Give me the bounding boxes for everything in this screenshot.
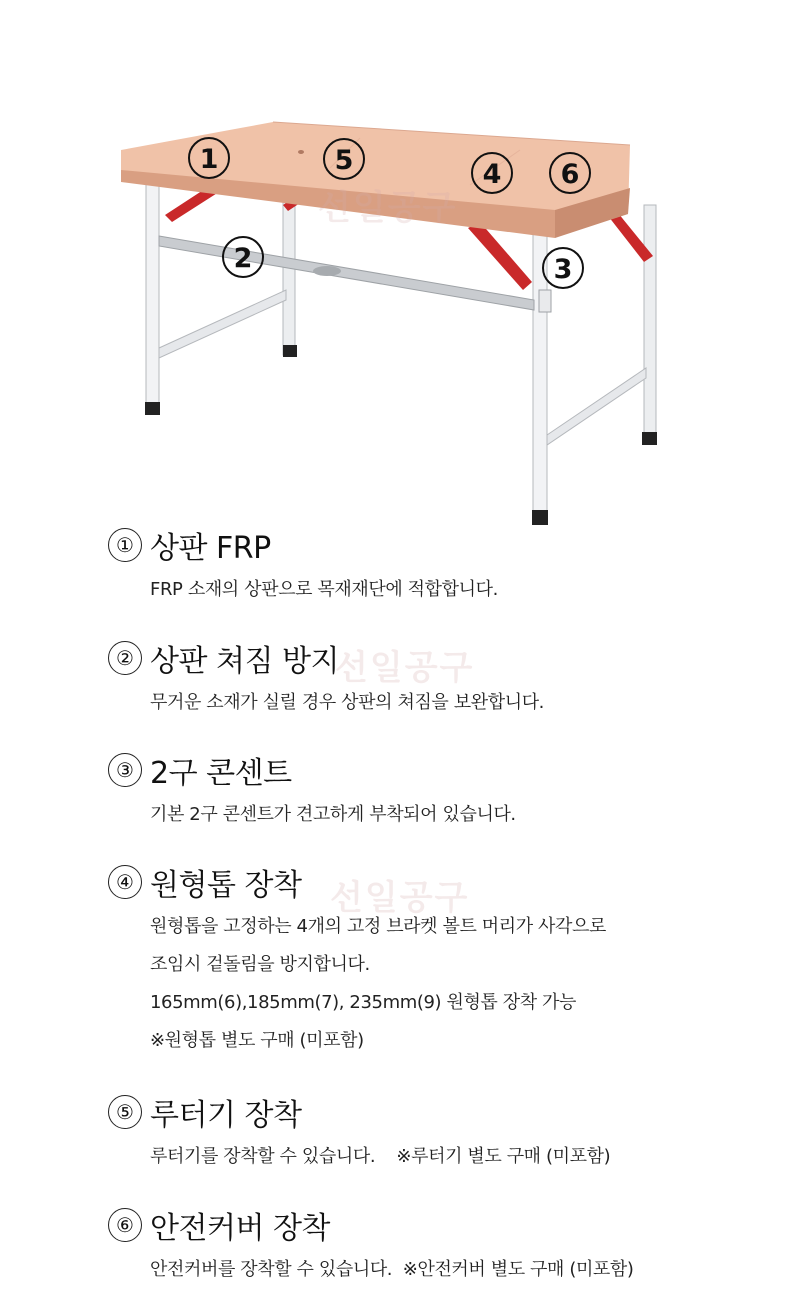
feature-description: 기본 2구 콘센트가 견고하게 부착되어 있습니다. xyxy=(150,804,516,825)
feature-number: ④ xyxy=(108,865,142,899)
feature-description: 무거운 소재가 실릴 경우 상판의 쳐짐을 보완합니다. xyxy=(150,692,544,713)
svg-text:5: 5 xyxy=(334,145,354,176)
feature-router xyxy=(108,1092,768,1176)
feature-circular-saw xyxy=(108,862,768,1060)
feature-title: 상판 쳐짐 방지 xyxy=(150,644,339,679)
svg-text:4: 4 xyxy=(482,159,502,190)
feature-number: ⑥ xyxy=(108,1208,142,1242)
feature-title: 상판 FRP xyxy=(150,531,271,566)
svg-text:2: 2 xyxy=(233,243,253,274)
feature-frp-top xyxy=(108,525,768,609)
feature-number: ③ xyxy=(108,753,142,787)
feature-title: 루터기 장착 xyxy=(150,1098,302,1133)
feature-sag-prevention xyxy=(108,638,768,722)
feature-description: 조임시 겉돌림을 방지합니다. xyxy=(150,954,370,975)
feature-number: ② xyxy=(108,641,142,675)
watermark-logo: 선일공구 xyxy=(330,878,470,918)
feature-title: 안전커버 장착 xyxy=(150,1211,330,1246)
feature-description: FRP 소재의 상판으로 목재재단에 적합합니다. xyxy=(150,579,498,600)
feature-title: 원형톱 장착 xyxy=(150,868,302,903)
svg-text:3: 3 xyxy=(553,254,573,285)
feature-description: ※원형톱 별도 구매 (미포함) xyxy=(150,1030,364,1051)
feature-outlet xyxy=(108,750,768,834)
feature-title: 2구 콘센트 xyxy=(150,756,292,791)
feature-number: ⑤ xyxy=(108,1095,142,1129)
feature-description: 165mm(6),185mm(7), 235mm(9) 원형톱 장착 가능 xyxy=(150,992,577,1013)
feature-description: 원형톱을 고정하는 4개의 고정 브라켓 볼트 머리가 사각으로 xyxy=(150,916,607,937)
feature-safety-cover xyxy=(108,1205,768,1289)
feature-number: ① xyxy=(108,528,142,562)
feature-description: 안전커버를 장착할 수 있습니다. ※안전커버 별도 구매 (미포함) xyxy=(150,1259,634,1280)
feature-description: 루터기를 장착할 수 있습니다. ※루터기 별도 구매 (미포함) xyxy=(150,1146,611,1167)
svg-text:1: 1 xyxy=(199,144,219,175)
watermark-logo: 선일공구 xyxy=(318,188,458,228)
watermark-logo: 선일공구 xyxy=(335,648,475,688)
svg-text:6: 6 xyxy=(560,159,580,190)
